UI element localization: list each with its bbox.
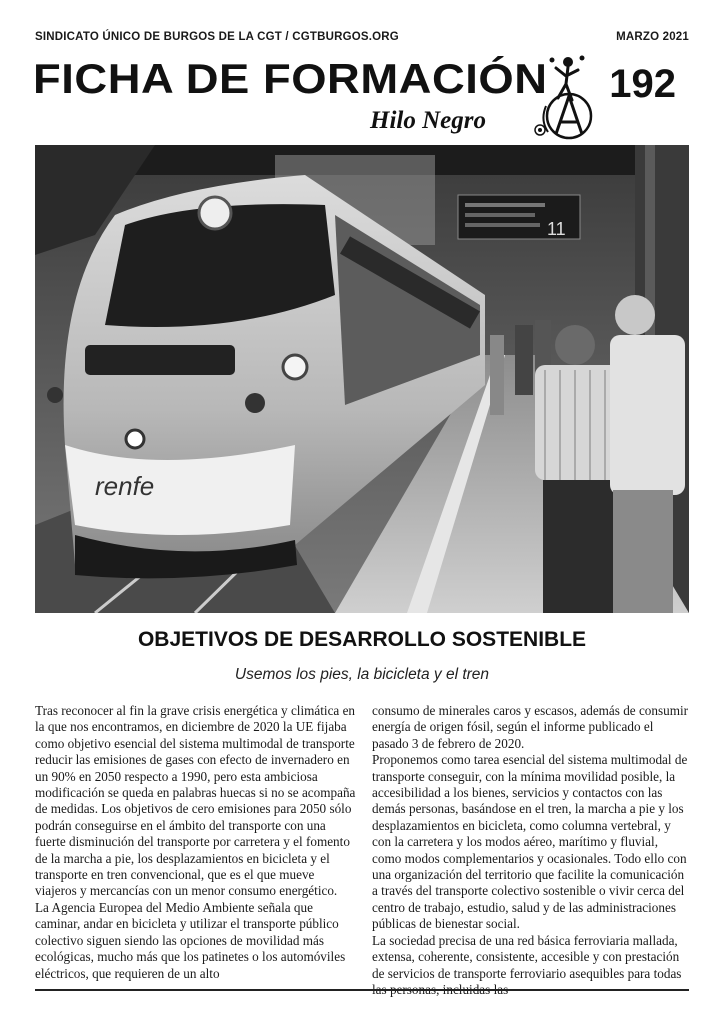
paragraph: La sociedad precisa de una red básica ferroviaria mallada, extensa, coherente, consistente, accesible y con prestación de servicios de transporte ferroviario asequibles para todas las personas, incluidas las bbox=[372, 932, 682, 997]
platform-number: 11 bbox=[547, 219, 566, 239]
article-headline: OBJETIVOS DE DESARROLLO SOSTENIBLE bbox=[137, 628, 587, 651]
issue-number: 192 bbox=[609, 62, 676, 106]
masthead-title: FICHA DE FORMACIÓN bbox=[33, 55, 548, 102]
paragraph: Tras reconocer al fin la grave crisis energética y climática en la que nos encontramos, en diciembre de 2020 la UE fijaba como objetivo esencial del sistema multimodal de transporte reducir las emisiones de gases con efecto de invernadero en un 90% en 2050 respecto a 1990, pero esta ambiciosa modificación se queda en palabras huecas si no se acompaña de medidas. Los objetivos de cero emisiones para 2050 sólo podrán conseguirse en el ámbito del transporte con una fuerte disminución del transporte por carretera y el fomento de la marcha a pie, los desplazamientos en bicicleta y el transporte en tren convencional, que es el que mueve viajeros y mercancías con un menor consumo energético. bbox=[35, 703, 356, 899]
article-column-right bbox=[372, 703, 690, 998]
top-bar bbox=[35, 31, 689, 47]
article-column-left bbox=[35, 703, 357, 982]
article-subheadline: Usemos los pies, la bicicleta y el tren bbox=[234, 666, 490, 683]
anarchist-juggler-logo-icon bbox=[532, 50, 602, 142]
paragraph: La Agencia Europea del Medio Ambiente señala que caminar, andar en bicicleta y utilizar el transporte público colectivo siguen siendo las opciones de movilidad más ecológicas, mucho más que los patinetes o los automóviles eléctricos, que requieren de un alto bbox=[35, 899, 346, 981]
organization-label: SINDICATO ÚNICO DE BURGOS DE LA CGT / CGTBURGOS.ORG bbox=[35, 31, 399, 43]
paragraph: Proponemos como tarea esencial del sistema multimodal de transporte conseguir, con la mínima movilidad posible, la accesibilidad a los bienes, servicios y contactos con las demás personas, basándose en el tren, la marcha a pie y los desplazamientos en bicicleta, como columna vertebral, y con la carretera y los modos aéreo, marítimo y fluvial, como modos complementarios y ocasionales. Todo ello con una organización del territorio que facilite la comunicación a través del transporte colectivo sostenible o vivir cerca del centro de trabajo, estudio, salud y de las administraciones públicas de bienestar social. bbox=[372, 752, 688, 932]
issue-date: MARZO 2021 bbox=[616, 31, 689, 43]
paragraph: consumo de minerales caros y escasos, además de consumir energía de origen fósil, según el informe publicado el pasado 3 de febrero de 2020. bbox=[372, 703, 689, 751]
publication-name: Hilo Negro bbox=[370, 107, 486, 134]
footer-rule bbox=[35, 989, 689, 991]
train-brand-label: renfe bbox=[95, 471, 155, 501]
train-photo bbox=[35, 145, 689, 613]
